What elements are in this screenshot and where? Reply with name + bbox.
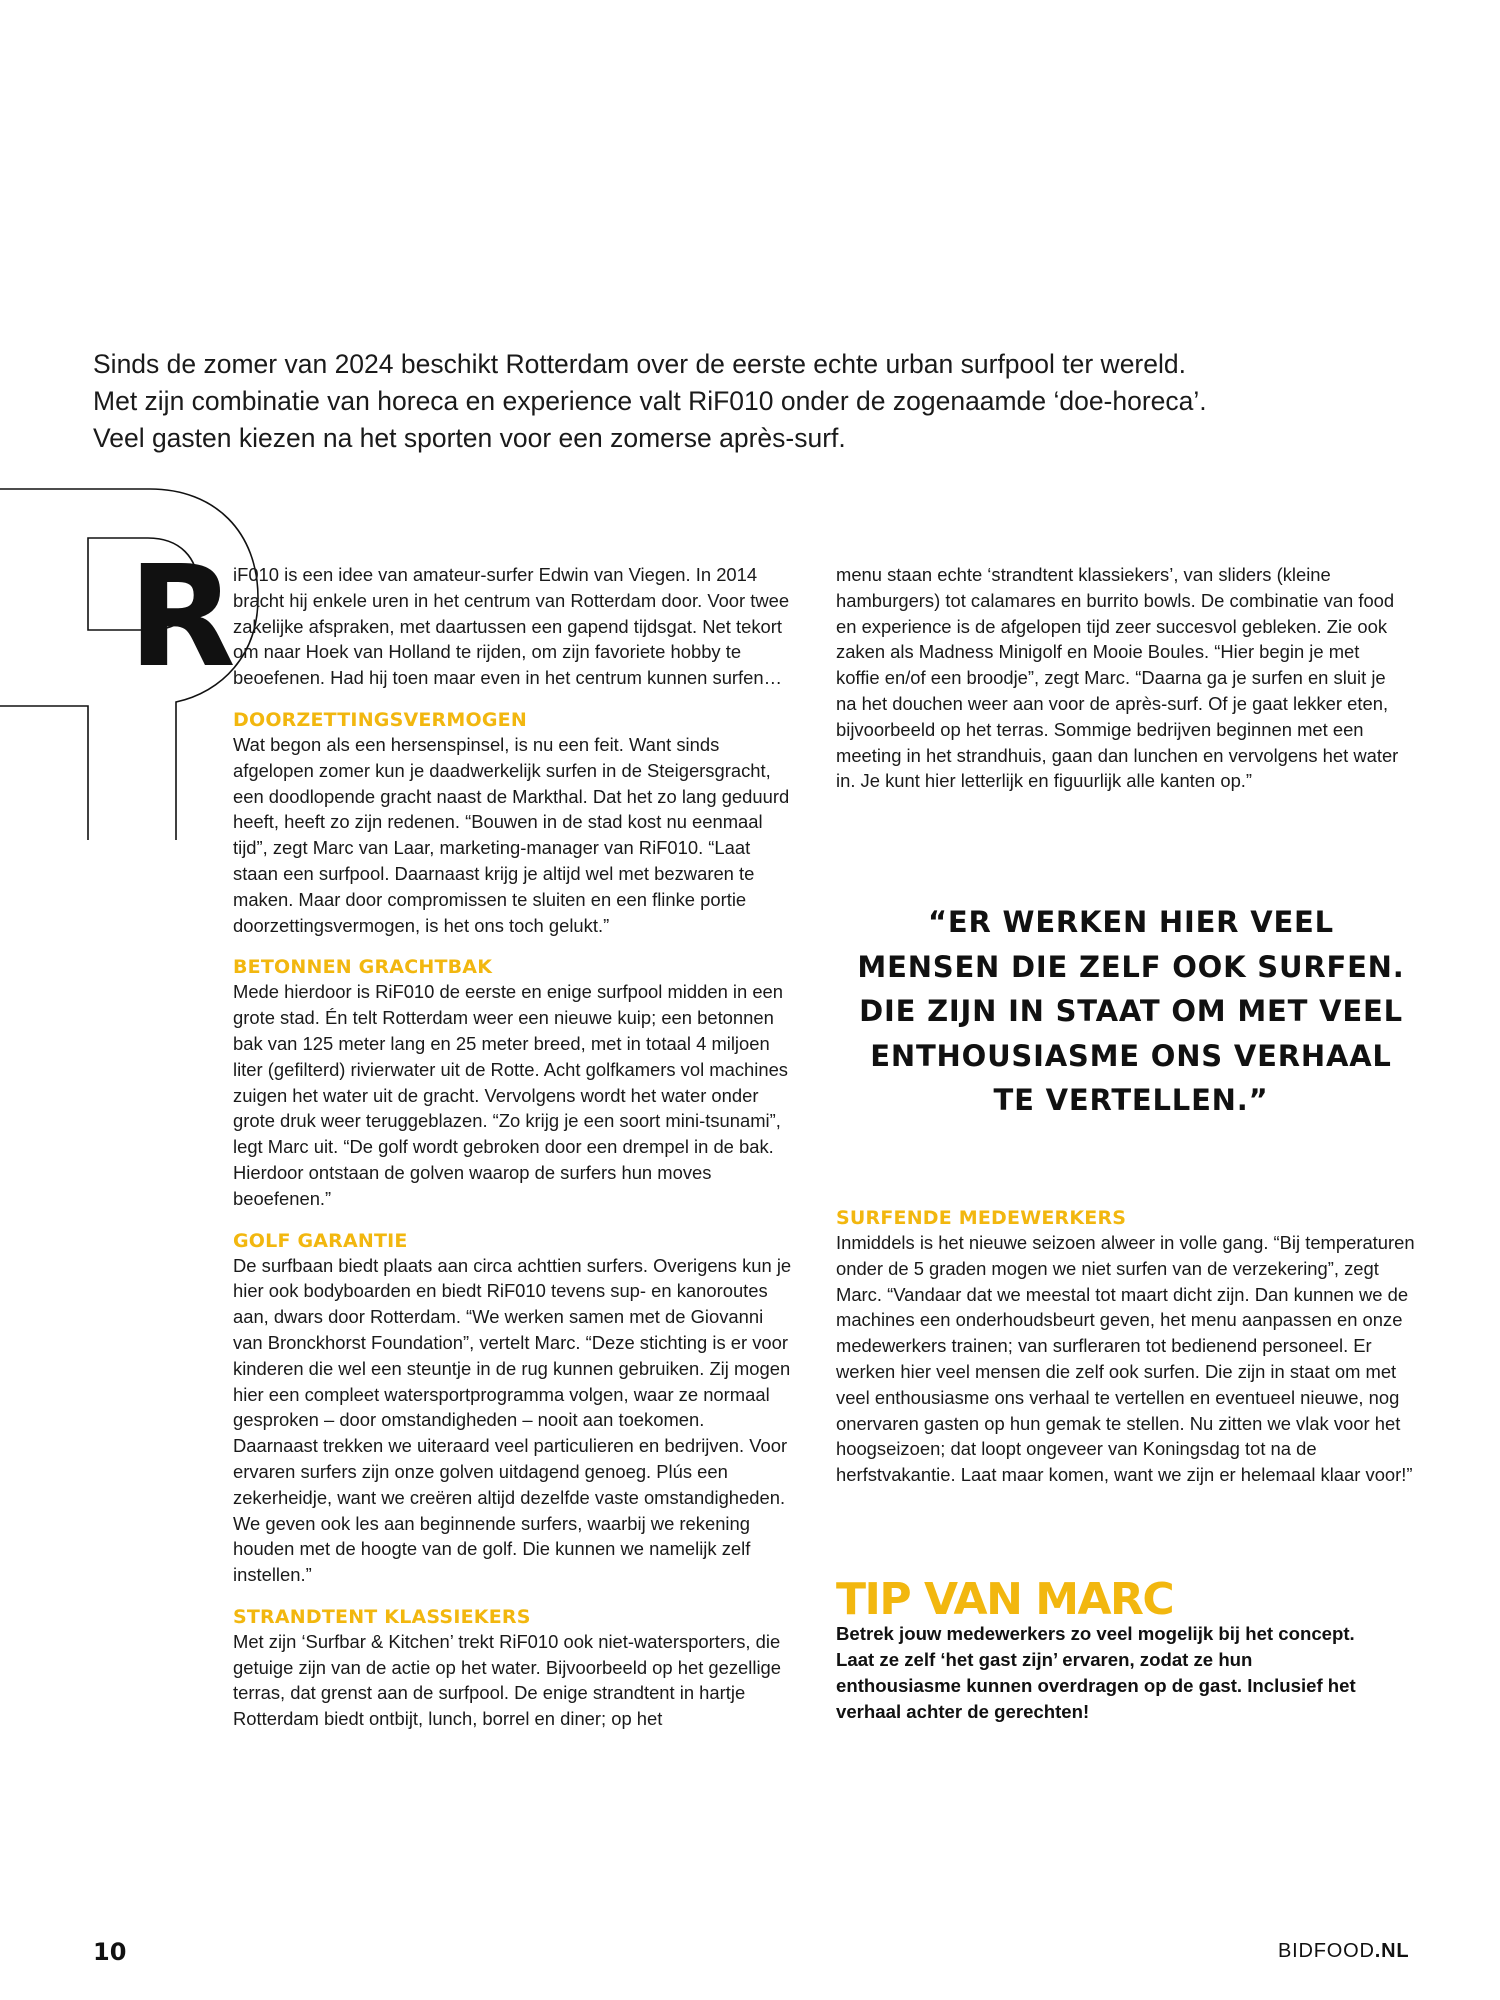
section-heading-strandtent-klassiekers: STRANDTENT KLASSIEKERS <box>233 1605 531 1628</box>
intro-text <box>93 346 1393 457</box>
brand-main: BIDFOOD <box>1278 1940 1375 1962</box>
right-column-continuation <box>836 562 1406 794</box>
dropcap-letter: R <box>128 536 232 699</box>
section-heading-golf-garantie: GOLF GARANTIE <box>233 1229 408 1252</box>
brand-suffix: .NL <box>1374 1940 1410 1962</box>
quote-line: ENTHOUSIASME ONS VERHAAL <box>870 1038 1392 1073</box>
section-body: Mede hierdoor is RiF010 de eerste en enige surfpool midden in een grote stad. Én telt Rotterdam weer een nieuwe kuip; een betonnen bak van 125 meter lang en 25 meter breed, met in totaal 4 miljoen liter (gefilterd) rivierwater uit de Rotte. Acht golfkamers vol machines zuigen het water uit de gracht. Vervolgens wordt het water onder grote druk weer teruggeblazen. “Zo krijg je een soort mini-tsunami”, legt Marc uit. “De golf wordt gebroken door een drempel in de bak. Hierdoor ontstaan de golven waarop de surfers hun moves beoefenen.” <box>233 981 788 1209</box>
pull-quote <box>826 900 1436 1123</box>
intro-line: Met zijn combinatie van horeca en experience valt RiF010 onder de zogenaamde ‘doe-horeca’. <box>93 386 1207 416</box>
page-number: 10 <box>93 1938 127 1966</box>
quote-line: TE VERTELLEN.” <box>993 1083 1269 1117</box>
quote-line: MENSEN DIE ZELF OOK SURFEN. <box>857 949 1405 984</box>
tip-body: Betrek jouw medewerkers zo veel mogelijk bij het concept. Laat ze zelf ‘het gast zijn’ ervaren, zodat ze hun enthousiasme kunnen overdragen op de gast. Inclusief het verhaal achter de gerechten! <box>836 1623 1356 1722</box>
quote-line: DIE ZIJN IN STAAT OM MET VEEL <box>859 994 1403 1028</box>
section-body: Met zijn ‘Surfbar & Kitchen’ trekt RiF010 ook niet-watersporters, die getuige zijn van de actie op het water. Bijvoorbeeld op het gezellige terras, dat grenst aan de surfpool. De enige strandtent in hartje Rotterdam biedt ontbijt, lunch, borrel en diner; op het <box>233 1630 782 1730</box>
intro-line: Veel gasten kiezen na het sporten voor een zomerse après-surf. <box>93 423 846 453</box>
section-body: Inmiddels is het nieuwe seizoen alweer in volle gang. “Bij temperaturen onder de 5 graden mogen we niet surfen van de verzekering”, zegt Marc. “Vandaar dat we meestal tot maart dicht zijn. Dan kunnen we de machines een onderhoudsbeurt geven, het menu aanpassen en onze medewerkers trainen; van surfleraren tot bedienend personeel. Er werken hier veel mensen die zelf ook surfen. Die zijn in staat om met veel enthousiasme ons verhaal te vertellen en eventueel nieuwe, nog onervaren gasten op hun gemak te stellen. Nu zitten we vlak voor het hoogseizoen; dat loopt ongeveer van Koningsdag tot na de herfstvakantie. Laat maar komen, want we zijn er helemaal klaar voor!” <box>836 1232 1415 1486</box>
brand-footer <box>1278 1940 1409 1963</box>
section-heading-doorzettingsvermogen: DOORZETTINGSVERMOGEN <box>233 708 527 731</box>
section-body: Wat begon als een hersenspinsel, is nu een feit. Want sinds afgelopen zomer kun je daadwerkelijk surfen in de Steigersgracht, een doodlopende gracht naast de Markthal. Dat het zo lang geduurd heeft, heeft zo zijn redenen. “Bouwen in de stad kost nu eenmaal tijd”, zegt Marc van Laar, marketing-manager van RiF010. “Laat staan een surfpool. Daarnaast krijg je altijd wel met bezwaren te maken. Maar door compromissen te sluiten en een flinke portie doorzettingsvermogen, is het ons toch gelukt.” <box>233 733 790 936</box>
right-column-last-section <box>836 1206 1416 1488</box>
left-column <box>233 562 793 1732</box>
tip-title: TIP VAN MARC <box>836 1574 1174 1625</box>
section-heading-betonnen-grachtbak: BETONNEN GRACHTBAK <box>233 956 493 979</box>
continuation-paragraph: menu staan echte ‘strandtent klassiekers’, van sliders (kleine hamburgers) tot calamares en burrito bowls. De combinatie van food en experience is de afgelopen tijd zeer succesvol gebleken. Zie ook zaken als Madness Minigolf en Mooie Boules. “Hier begin je met koffie en/of een broodje”, zegt Marc. “Daarna ga je surfen en sluit je na het douchen weer aan voor de après-surf. Of je gaat lekker eten, bijvoorbeeld op het terras. Sommige bedrijven beginnen met een meeting in het strandhuis, gaan dan lunchen en vervolgens het water in. Je kunt hier letterlijk en figuurlijk alle kanten op.” <box>836 564 1399 792</box>
intro-line: Sinds de zomer van 2024 beschikt Rotterdam over de eerste echte urban surfpool ter wereld. <box>93 349 1186 379</box>
lead-paragraph: iF010 is een idee van amateur-surfer Edwin van Viegen. In 2014 bracht hij enkele uren in het centrum van Rotterdam door. Voor twee zakelijke afspraken, met daartussen een gapend tijdsgat. Net tekort om naar Hoek van Holland te rijden, om zijn favoriete hobby te beoefenen. Had hij toen maar even in het centrum kunnen surfen… <box>233 564 790 689</box>
quote-line: “ER WERKEN HIER VEEL <box>928 905 1334 939</box>
section-body: De surfbaan biedt plaats aan circa achttien surfers. Overigens kun je hier ook bodyboarden en biedt RiF010 tevens sup- en kanoroutes aan, dwars door Rotterdam. “We werken samen met de Giovanni van Bronckhorst Foundation”, vertelt Marc. “Deze stichting is er voor kinderen die wel een steuntje in de rug kunnen gebruiken. Zij mogen hier een compleet watersportprogramma volgen, waar ze normaal gesproken – door omstandigheden – nooit aan toekomen. Daarnaast trekken we uiteraard veel particulieren en bedrijven. Voor ervaren surfers zijn onze golven uitdagend genoeg. Plús een zekerheidje, want we creëren altijd dezelfde vaste omstandigheden. We geven ook les aan beginnende surfers, waarbij we rekening houden met de hoogte van de golf. Die kunnen we namelijk zelf instellen.” <box>233 1254 792 1586</box>
section-heading-surfende-medewerkers: SURFENDE MEDEWERKERS <box>836 1207 1127 1229</box>
